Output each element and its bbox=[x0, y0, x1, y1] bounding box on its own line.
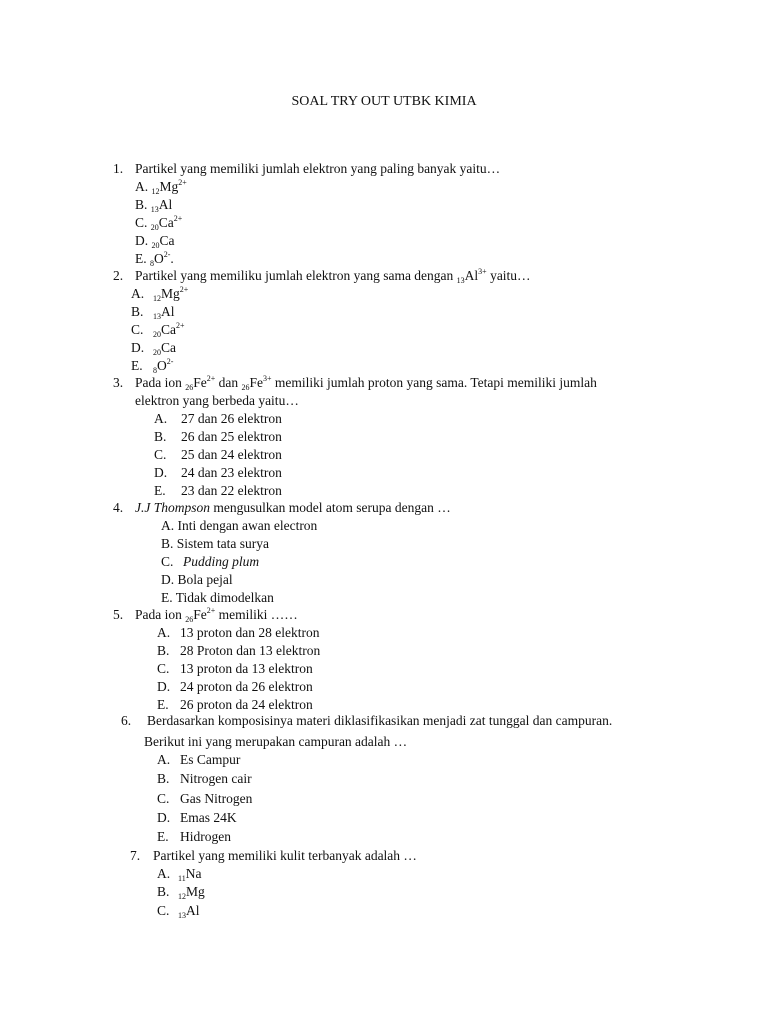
question-number: 1. bbox=[113, 161, 124, 176]
element-symbol: Mg bbox=[159, 179, 179, 194]
option-text: Sistem tata surya bbox=[176, 536, 269, 551]
ion-charge: 2+ bbox=[173, 214, 183, 223]
option-c bbox=[157, 790, 252, 808]
option-c bbox=[161, 553, 259, 571]
question-text-line2: Berikut ini yang merupakan campuran adalah … bbox=[144, 734, 408, 749]
element-symbol: Ca bbox=[161, 340, 176, 355]
option-d bbox=[157, 809, 237, 827]
option-text: 13 proton dan 28 elektron bbox=[180, 625, 320, 640]
option-text: 27 dan 26 elektron bbox=[181, 411, 282, 426]
option-letter: B. bbox=[161, 536, 174, 551]
option-letter: E. bbox=[157, 829, 169, 844]
element-symbol: Fe bbox=[193, 375, 207, 390]
option-letter: B. bbox=[135, 197, 148, 212]
option-text: 24 dan 23 elektron bbox=[181, 465, 282, 480]
element-symbol: Ca bbox=[159, 233, 175, 248]
option-c bbox=[157, 660, 313, 678]
question-text: Berdasarkan komposisinya materi diklasifikasikan menjadi zat tunggal dan campuran. bbox=[147, 713, 613, 728]
option-letter: A. bbox=[131, 286, 145, 301]
ion-charge: 2+ bbox=[206, 374, 216, 383]
scientist-name: J.J Thompson bbox=[135, 500, 210, 515]
option-a bbox=[154, 410, 282, 428]
atomic-number: 12 bbox=[151, 187, 160, 196]
option-letter: C. bbox=[135, 215, 148, 230]
option-d bbox=[161, 571, 233, 589]
option-c bbox=[157, 902, 200, 920]
option-d bbox=[157, 678, 313, 696]
atomic-number: 26 bbox=[185, 615, 194, 624]
atomic-number: 26 bbox=[185, 383, 194, 392]
element-symbol: Na bbox=[185, 866, 202, 881]
atomic-number: 26 bbox=[241, 383, 250, 392]
question-text-part: dan bbox=[215, 375, 242, 390]
option-text: Tidak dimodelkan bbox=[175, 590, 274, 605]
option-text: Emas 24K bbox=[180, 810, 237, 825]
option-c bbox=[131, 321, 185, 339]
atomic-number: 13 bbox=[178, 911, 186, 920]
option-e bbox=[157, 828, 231, 846]
element-symbol: Ca bbox=[158, 215, 174, 230]
question-number: 7. bbox=[130, 848, 141, 863]
option-text: 23 dan 22 elektron bbox=[181, 483, 282, 498]
question-text-part: Pada ion bbox=[135, 607, 186, 622]
option-c bbox=[154, 446, 282, 464]
option-letter: E. bbox=[161, 590, 173, 605]
question-text: Partikel yang memiliki kulit terbanyak adalah … bbox=[153, 848, 417, 863]
question-text-part: Partikel yang memiliku jumlah elektron yang sama dengan bbox=[135, 268, 457, 283]
option-letter: C. bbox=[131, 322, 144, 337]
option-text: 26 dan 25 elektron bbox=[181, 429, 282, 444]
option-text: 24 proton da 26 elektron bbox=[180, 679, 313, 694]
element-symbol: Al bbox=[158, 197, 173, 212]
element-symbol: Al bbox=[464, 268, 479, 283]
option-letter: D. bbox=[157, 810, 171, 825]
question-number: 2. bbox=[113, 268, 124, 283]
atomic-number: 13 bbox=[150, 205, 159, 214]
ion-charge: 3+ bbox=[263, 374, 272, 383]
option-letter: E. bbox=[154, 483, 166, 498]
element-symbol: O bbox=[157, 358, 167, 373]
option-text: Pudding plum bbox=[183, 554, 260, 569]
option-a bbox=[135, 178, 187, 196]
question-text-part: memiliki jumlah proton yang sama. Tetapi memiliki jumlah bbox=[271, 375, 597, 390]
option-letter: D. bbox=[135, 233, 149, 248]
question-number: 4. bbox=[113, 500, 124, 515]
option-a bbox=[161, 517, 317, 535]
option-letter: D. bbox=[161, 572, 175, 587]
option-letter: C. bbox=[154, 447, 167, 462]
question-text bbox=[135, 606, 298, 624]
atomic-number: 12 bbox=[178, 892, 186, 901]
option-letter: D. bbox=[154, 465, 168, 480]
option-letter: A. bbox=[157, 866, 171, 881]
atomic-number: 8 bbox=[153, 366, 157, 375]
ion-charge: 2+ bbox=[179, 285, 189, 294]
option-text: Bola pejal bbox=[177, 572, 233, 587]
element-symbol: Fe bbox=[193, 607, 207, 622]
option-e bbox=[135, 250, 174, 268]
option-e bbox=[131, 357, 173, 375]
ion-charge: 3+ bbox=[478, 267, 487, 276]
option-letter: B. bbox=[157, 884, 170, 899]
option-text: Es Campur bbox=[180, 752, 241, 767]
element-symbol: Mg bbox=[186, 884, 205, 899]
option-a bbox=[157, 751, 240, 769]
option-letter: B. bbox=[154, 429, 167, 444]
ion-charge: 2+ bbox=[178, 178, 187, 187]
option-b bbox=[157, 883, 205, 901]
question-text-part: yaitu… bbox=[486, 268, 531, 283]
element-symbol: O bbox=[154, 251, 164, 266]
question-text-part: Pada ion bbox=[135, 375, 186, 390]
element-symbol: Fe bbox=[249, 375, 264, 390]
question-text-part: mengusulkan model atom serupa dengan … bbox=[210, 500, 451, 515]
option-letter: A. bbox=[157, 752, 171, 767]
option-text: 26 proton da 24 elektron bbox=[180, 697, 313, 712]
ion-charge: 2+ bbox=[206, 606, 216, 615]
option-letter: A. bbox=[135, 179, 149, 194]
question-text bbox=[135, 267, 531, 285]
option-e bbox=[161, 589, 274, 607]
atomic-number: 20 bbox=[151, 241, 160, 250]
question-text bbox=[135, 499, 451, 517]
question-number: 6. bbox=[121, 713, 132, 728]
option-b bbox=[157, 770, 252, 788]
ion-charge: 2+ bbox=[176, 321, 185, 330]
option-letter: C. bbox=[161, 554, 174, 569]
option-b bbox=[157, 642, 320, 660]
option-text: Inti dengan awan electron bbox=[177, 518, 318, 533]
element-symbol: Ca bbox=[161, 322, 176, 337]
question-text: Partikel yang memiliki jumlah elektron yang paling banyak yaitu… bbox=[135, 161, 501, 176]
option-d bbox=[135, 232, 175, 250]
question-number: 5. bbox=[113, 607, 124, 622]
ion-charge: 2- bbox=[163, 250, 171, 259]
option-b bbox=[131, 303, 175, 321]
option-text: Hidrogen bbox=[180, 829, 231, 844]
option-letter: A. bbox=[161, 518, 175, 533]
question-text-part: memiliki …… bbox=[215, 607, 298, 622]
question-number: 3. bbox=[113, 375, 124, 390]
atomic-number: 20 bbox=[153, 330, 161, 339]
option-text: 28 Proton dan 13 elektron bbox=[180, 643, 321, 658]
option-text: Gas Nitrogen bbox=[180, 791, 253, 806]
page-title: SOAL TRY OUT UTBK KIMIA bbox=[291, 94, 477, 109]
option-letter: B. bbox=[157, 643, 170, 658]
option-letter: E. bbox=[157, 697, 169, 712]
option-a bbox=[157, 865, 201, 883]
option-b bbox=[161, 535, 269, 553]
option-letter: E. bbox=[135, 251, 147, 266]
option-text: 13 proton da 13 elektron bbox=[180, 661, 313, 676]
option-a bbox=[131, 285, 188, 303]
element-symbol: Al bbox=[161, 304, 175, 319]
atomic-number: 13 bbox=[456, 276, 465, 285]
option-letter: B. bbox=[157, 771, 170, 786]
trailing-dot: . bbox=[170, 251, 174, 266]
atomic-number: 11 bbox=[178, 874, 186, 883]
option-letter: C. bbox=[157, 661, 170, 676]
atomic-number: 13 bbox=[153, 312, 161, 321]
atomic-number: 12 bbox=[153, 294, 161, 303]
option-b bbox=[135, 196, 172, 214]
option-letter: B. bbox=[131, 304, 144, 319]
option-d bbox=[154, 464, 282, 482]
option-letter: A. bbox=[154, 411, 168, 426]
atomic-number: 20 bbox=[150, 223, 159, 232]
option-e bbox=[154, 482, 282, 500]
option-letter: D. bbox=[157, 679, 171, 694]
question-text bbox=[135, 374, 597, 392]
question-text-line2: elektron yang berbeda yaitu… bbox=[135, 393, 299, 408]
option-a bbox=[157, 624, 319, 642]
option-d bbox=[131, 339, 176, 357]
option-c bbox=[135, 214, 182, 232]
option-letter: C. bbox=[157, 791, 170, 806]
option-text: 25 dan 24 elektron bbox=[181, 447, 282, 462]
option-letter: C. bbox=[157, 903, 170, 918]
atomic-number: 20 bbox=[153, 348, 161, 357]
option-b bbox=[154, 428, 282, 446]
option-letter: E. bbox=[131, 358, 143, 373]
element-symbol: Al bbox=[186, 903, 200, 918]
ion-charge: 2- bbox=[166, 357, 174, 366]
option-text: Nitrogen cair bbox=[180, 771, 252, 786]
atomic-number: 8 bbox=[150, 259, 154, 268]
option-letter: A. bbox=[157, 625, 171, 640]
option-letter: D. bbox=[131, 340, 145, 355]
element-symbol: Mg bbox=[161, 286, 180, 301]
